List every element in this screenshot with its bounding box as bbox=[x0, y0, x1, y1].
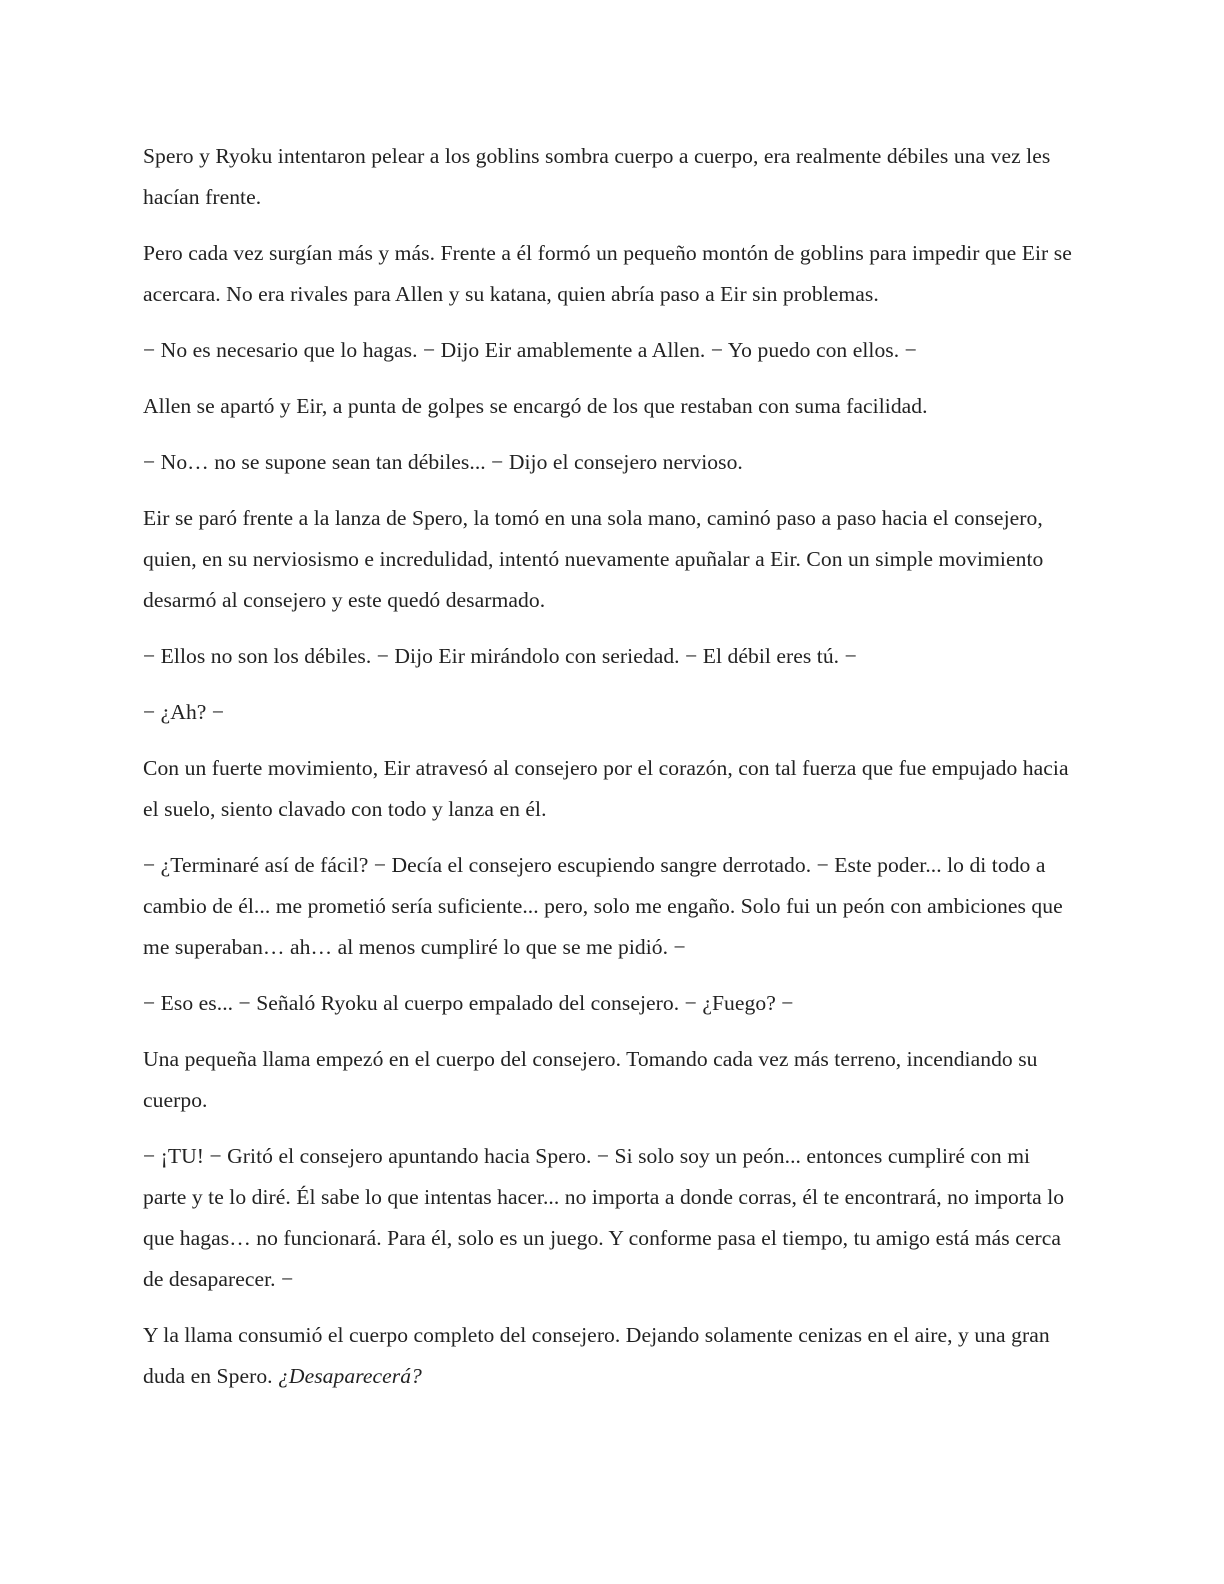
paragraph-10: − ¿Terminaré así de fácil? − Decía el consejero escupiendo sangre derrotado. − Este poder... lo di todo a cambio de él... me prometió sería suficiente... pero, solo me engaño. Solo fui un peón con ambiciones que me superaban… ah… al menos cumpliré lo que se me pidió. − bbox=[143, 853, 1063, 959]
paragraph-11: − Eso es... − Señaló Ryoku al cuerpo empalado del consejero. − ¿Fuego? − bbox=[143, 991, 794, 1015]
paragraph-4: Allen se apartó y Eir, a punta de golpes se encargó de los que restaban con suma facilidad. bbox=[143, 394, 928, 418]
paragraph-13: − ¡TU! − Gritó el consejero apuntando hacia Spero. − Si solo soy un peón... entonces cumpliré con mi parte y te lo diré. Él sabe lo que intentas hacer... no importa a donde corras, él te encontrará, no importa lo que hagas… no funcionará. Para él, solo es un juego. Y conforme pasa el tiempo, tu amigo está más cerca de desaparecer. − bbox=[143, 1144, 1065, 1291]
paragraph-8: − ¿Ah? − bbox=[143, 700, 225, 724]
paragraph-3: − No es necesario que lo hagas. − Dijo Eir amablemente a Allen. − Yo puedo con ellos. − bbox=[143, 338, 917, 362]
paragraph-6: Eir se paró frente a la lanza de Spero, la tomó en una sola mano, caminó paso a paso hacia el consejero, quien, en su nerviosismo e incredulidad, intentó nuevamente apuñalar a Eir. Con un simple movimiento desarmó al consejero y este quedó desarmado. bbox=[143, 506, 1044, 612]
paragraph-2: Pero cada vez surgían más y más. Frente a él formó un pequeño montón de goblins para impedir que Eir se acercara. No era rivales para Allen y su katana, quien abría paso a Eir sin problemas. bbox=[143, 241, 1072, 306]
paragraph-1: Spero y Ryoku intentaron pelear a los goblins sombra cuerpo a cuerpo, era realmente débiles una vez les hacían frente. bbox=[143, 144, 1051, 209]
paragraph-14-text: Y la llama consumió el cuerpo completo del consejero. Dejando solamente cenizas en el aire, y una gran duda en Spero. bbox=[143, 1323, 1050, 1388]
paragraph-12: Una pequeña llama empezó en el cuerpo del consejero. Tomando cada vez más terreno, incendiando su cuerpo. bbox=[143, 1047, 1038, 1112]
paragraph-5: − No… no se supone sean tan débiles... − Dijo el consejero nervioso. bbox=[143, 450, 743, 474]
paragraph-14 bbox=[143, 1315, 1073, 1397]
paragraph-14-italic: ¿Desaparecerá? bbox=[278, 1364, 422, 1388]
paragraph-9: Con un fuerte movimiento, Eir atravesó al consejero por el corazón, con tal fuerza que fue empujado hacia el suelo, siento clavado con todo y lanza en él. bbox=[143, 756, 1069, 821]
paragraph-7: − Ellos no son los débiles. − Dijo Eir mirándolo con seriedad. − El débil eres tú. − bbox=[143, 644, 857, 668]
document-page bbox=[143, 136, 1073, 1412]
